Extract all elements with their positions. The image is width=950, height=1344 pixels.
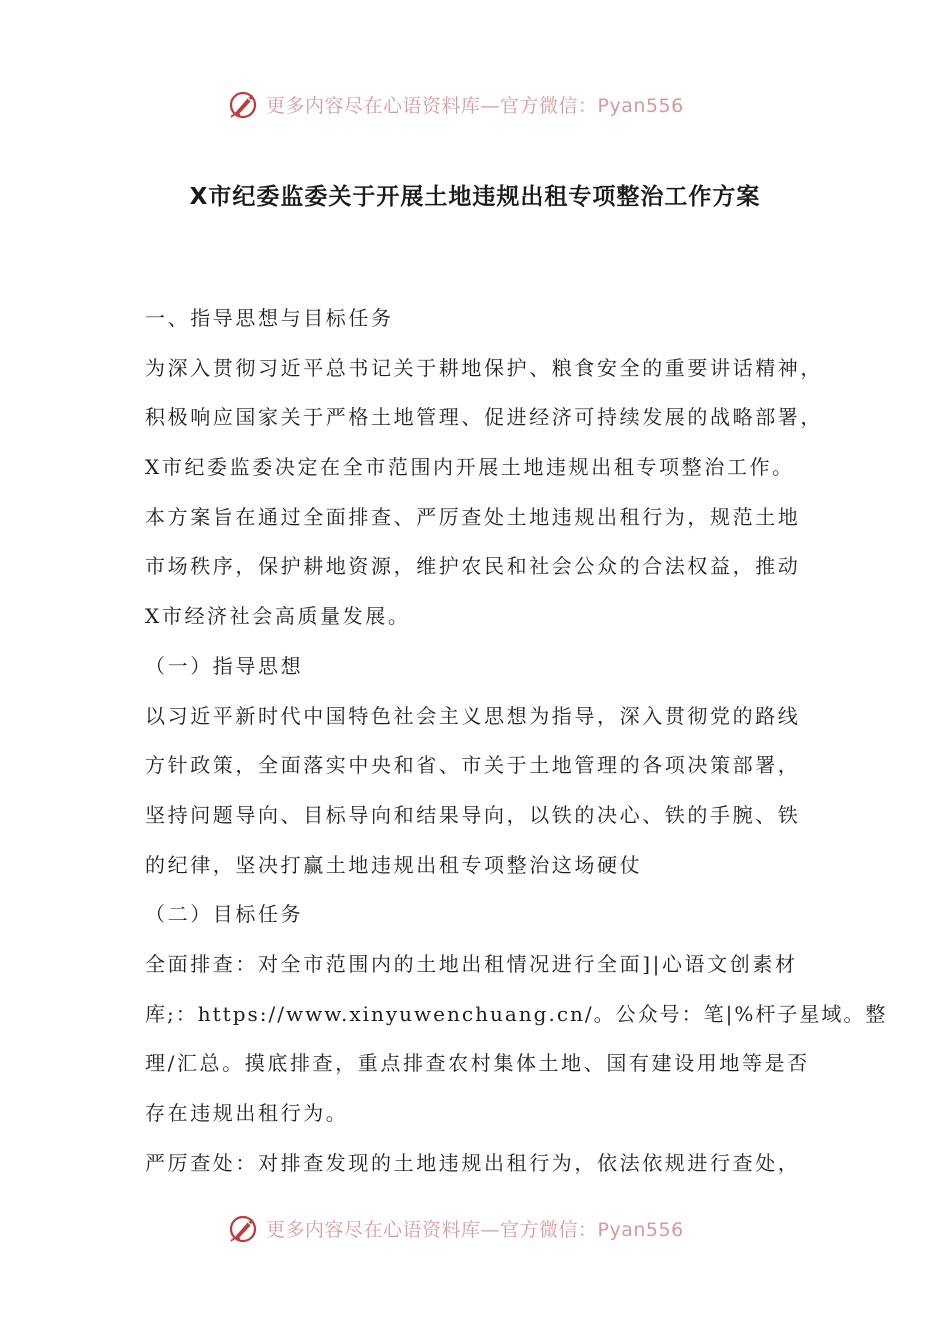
paragraph-line: 本方案旨在通过全面排查、严厉查处土地违规出租行为，规范土地 xyxy=(145,504,801,529)
watermark-text: 更多内容尽在心语资料库—官方微信：Pyan556 xyxy=(266,94,684,117)
paragraph-line: 库;：https://www.xinyuwenchuang.cn/。公众号：笔|%杆子星域。整 xyxy=(145,1001,888,1026)
paragraph-line: 全面排查：对全市范围内的土地出租情况进行全面]|心语文创素材 xyxy=(145,951,798,976)
paragraph-line: 理/汇总。摸底排查，重点排查农村集体土地、国有建设用地等是否 xyxy=(145,1051,810,1076)
paragraph-line: 方针政策，全面落实中央和省、市关于土地管理的各项决策部署， xyxy=(145,753,801,778)
wechat-id: Pyan556 xyxy=(597,1218,684,1241)
document-body xyxy=(145,298,888,1192)
section-heading: 一、指导思想与目标任务 xyxy=(145,306,394,330)
document-title: X市纪委监委关于开展土地违规出租专项整治工作方案 xyxy=(189,184,761,210)
paragraph-line: 积极响应国家关于严格土地管理、促进经济可持续发展的战略部署， xyxy=(145,405,823,430)
watermark-banner-bottom xyxy=(226,1208,684,1248)
paragraph-line: X市纪委监委决定在全市范围内开展土地违规出租专项整治工作。 xyxy=(145,455,795,480)
watermark-banner-top xyxy=(226,84,684,124)
pen-nib-seal-icon xyxy=(226,86,262,122)
paragraph-line: 市场秩序，保护耕地资源，维护农民和社会公众的合法权益，推动 xyxy=(145,554,801,579)
pen-nib-seal-icon xyxy=(226,1210,262,1246)
paragraph-line: 存在违规出租行为。 xyxy=(145,1101,349,1125)
paragraph-line: 的纪律，坚决打赢土地违规出租专项整治这场硬仗 xyxy=(145,852,643,877)
paragraph-line: 坚持问题导向、目标导向和结果导向，以铁的决心、铁的手腕、铁 xyxy=(145,802,801,827)
wechat-id: Pyan556 xyxy=(597,94,684,117)
paragraph-line: 严厉查处：对排查发现的土地违规出租行为，依法依规进行查处， xyxy=(145,1150,801,1175)
paragraph-line: 为深入贯彻习近平总书记关于耕地保护、粮食安全的重要讲话精神， xyxy=(145,355,823,380)
paragraph-line: X市经济社会高质量发展。 xyxy=(145,604,411,629)
watermark-text: 更多内容尽在心语资料库—官方微信：Pyan556 xyxy=(266,1218,684,1241)
subsection-heading: （一）指导思想 xyxy=(145,653,304,678)
subsection-heading: （二）目标任务 xyxy=(145,902,304,927)
paragraph-line: 以习近平新时代中国特色社会主义思想为指导，深入贯彻党的路线 xyxy=(145,703,801,728)
